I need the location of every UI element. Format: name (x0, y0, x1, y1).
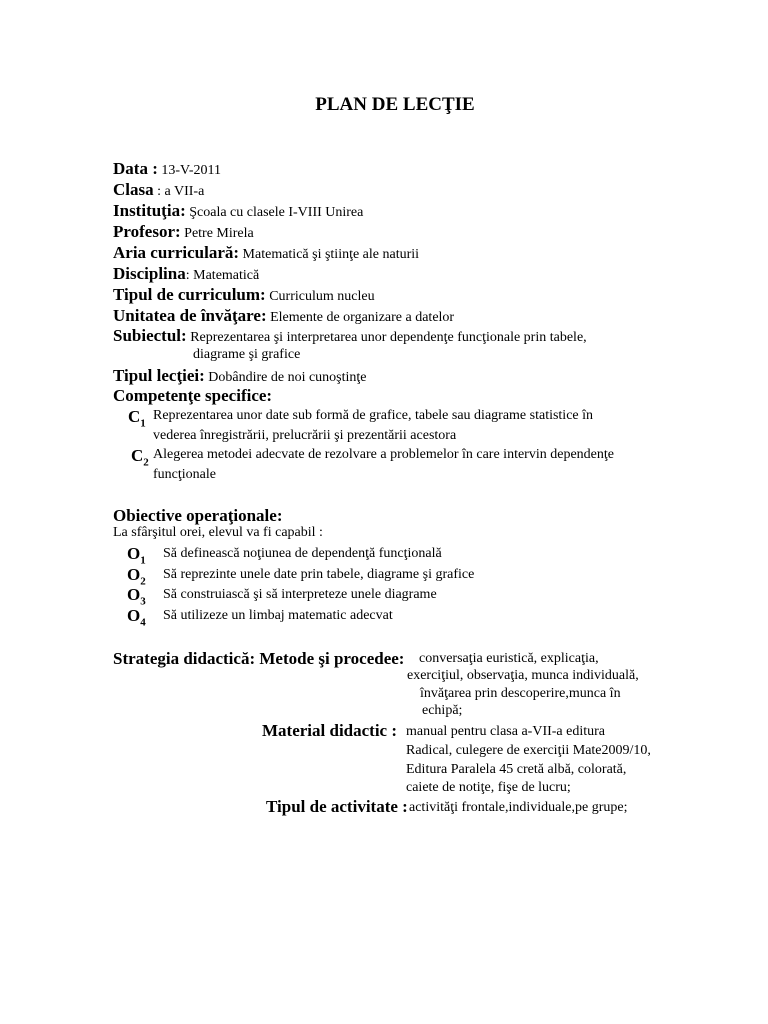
field-value: : Matematică (185, 268, 260, 283)
field-value: Şcoala cu clasele I-VIII Unirea (185, 205, 364, 220)
field-value: 13-V-2011 (157, 163, 221, 178)
obiectiv-code: $O_3$ (127, 585, 146, 608)
competenta-code: $C_2$ (131, 446, 149, 469)
field-label: Aria curriculară: (113, 243, 240, 262)
field-tipul-curriculum (113, 285, 375, 305)
field-label: Instituţia: (113, 201, 186, 220)
obiective-heading: Obiective operaţionale: (113, 506, 283, 525)
obiectiv-text: Să construiască şi să interpreteze unele diagrame (163, 587, 437, 602)
field-unitatea-invatare (113, 306, 454, 326)
competenta-text-line2: funcţionale (153, 467, 216, 482)
obiectiv-code: $O_4$ (127, 606, 146, 629)
material-line: manual pentru clasa a-VII-a editura (406, 724, 606, 739)
field-institutia (113, 201, 363, 221)
field-label: Subiectul: (113, 326, 187, 345)
field-subiectul (113, 326, 587, 346)
obiectiv-code: $O_2$ (127, 565, 146, 588)
field-label: Tipul de curriculum: (113, 285, 266, 304)
strategia-line: învăţarea prin descoperire,munca în (420, 686, 621, 701)
obiective-intro: La sfârşitul orei, elevul va fi capabil : (113, 525, 323, 540)
material-line: Editura Paralela 45 cretă albă, colorată, (406, 762, 627, 777)
field-label: Tipul lecţiei: (113, 366, 205, 385)
field-profesor (113, 222, 254, 242)
competenta-text-line1: Alegerea metodei adecvate de rezolvare a problemelor în care intervin dependenţe (153, 447, 614, 462)
field-value: Dobândire de noi cunoştinţe (204, 370, 367, 385)
field-value: Matematică şi ştiinţe ale naturii (239, 247, 420, 262)
field-label: Disciplina (113, 264, 186, 283)
obiectiv-text: Să utilizeze un limbaj matematic adecvat (163, 608, 393, 623)
strategia-line: conversaţia euristică, explicaţia, (419, 651, 599, 666)
strategia-line: echipă; (422, 703, 463, 718)
activitate-label: Tipul de activitate : (266, 797, 408, 816)
field-value: Curriculum nucleu (265, 289, 375, 304)
subject-continuation: diagrame şi grafice (193, 347, 301, 362)
page-title: PLAN DE LECŢIE (315, 94, 475, 115)
field-tipul-lectiei (113, 366, 367, 386)
field-value: Elemente de organizare a datelor (266, 310, 455, 325)
competenta-text-line1: Reprezentarea unor date sub formă de grafice, tabele sau diagrame statistice în (153, 408, 594, 423)
obiectiv-code: $O_1$ (127, 544, 146, 567)
material-line: Radical, culegere de exerciţii Mate2009/10, (406, 743, 651, 758)
field-data (113, 159, 221, 179)
strategia-line: exerciţiul, observaţia, munca individuală, (407, 668, 639, 683)
field-label: Clasa (113, 180, 154, 199)
obiectiv-text: Să reprezinte unele date prin tabele, diagrame şi grafice (163, 567, 475, 582)
activitate-value: activităţi frontale,individuale,pe grupe; (409, 800, 628, 815)
field-clasa (113, 180, 204, 200)
strategia-label: Strategia didactică: Metode şi procedee: (113, 649, 405, 668)
competenta-text-line2: vederea înregistrării, prelucrării şi prezentării acestora (153, 428, 457, 443)
material-line: caiete de notiţe, fişe de lucru; (406, 780, 571, 795)
material-label: Material didactic : (262, 721, 398, 740)
field-label: Profesor: (113, 222, 181, 241)
obiectiv-text: Să definească noţiunea de dependenţă funcţională (163, 546, 442, 561)
field-value: Petre Mirela (180, 226, 254, 241)
field-disciplina (113, 264, 259, 284)
field-label: Data : (113, 159, 158, 178)
competenta-code: $C_1$ (128, 407, 146, 430)
field-aria-curriculara (113, 243, 419, 263)
competente-heading: Competenţe specifice: (113, 386, 273, 405)
field-value: Reprezentarea şi interpretarea unor dependenţe funcţionale prin tabele, (186, 330, 587, 345)
field-value: : a VII-a (153, 184, 205, 199)
field-label: Unitatea de învăţare: (113, 306, 267, 325)
